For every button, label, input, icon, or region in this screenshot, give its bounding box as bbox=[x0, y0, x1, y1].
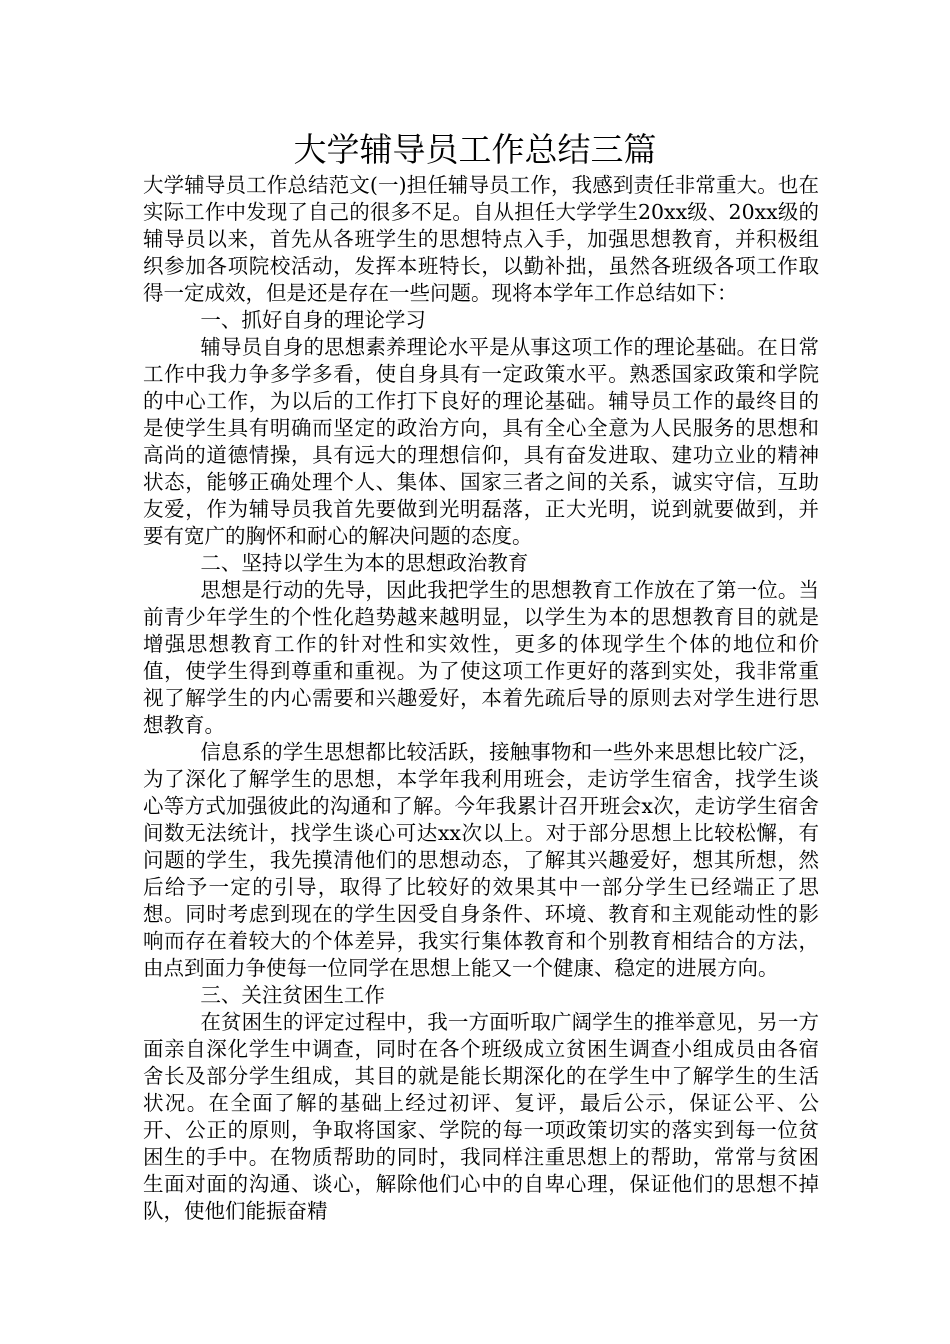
paragraph-communication: 信息系的学生思想都比较活跃，接触事物和一些外来思想比较广泛，为了深化了解学生的思想，本学年我利用班会，走访学生宿舍，找学生谈心等方式加强彼此的沟通和了解。今年我累计召开班会x次，走访学生宿舍间数无法统计，找学生谈心可达xx次以上。对于部分思想上比较松懈，有问题的学生，我先摸清他们的思想动态，了解其兴趣爱好，想其所想，然后给予一定的引导，取得了比较好的效果其中一部分学生已经端正了思想。同时考虑到现在的学生因受自身条件、环境、教育和主观能动性的影响而存在着较大的个体差异，我实行集体教育和个别教育相结合的方法，由点到面力争使每一位同学在思想上能又一个健康、稳定的进展方向。 bbox=[143, 740, 819, 980]
section-heading-3: 三、关注贫困生工作 bbox=[200, 983, 385, 1007]
paragraph-student-oriented: 思想是行动的先导，因此我把学生的思想教育工作放在了第一位。当前青少年学生的个性化趋势越来越明显，以学生为本的思想教育目的就是增强思想教育工作的针对性和实效性，更多的体现学生个体的地位和价值，使学生得到尊重和重视。为了使这项工作更好的落到实处，我非常重视了解学生的内心需要和兴趣爱好，本着先疏后导的原则去对学生进行思想教育。 bbox=[143, 578, 819, 737]
document-body bbox=[143, 172, 819, 1225]
section-heading-2: 二、坚持以学生为本的思想政治教育 bbox=[200, 551, 529, 575]
section-heading-1: 一、抓好自身的理论学习 bbox=[200, 308, 426, 332]
document-title: 大学辅导员工作总结三篇 bbox=[293, 130, 657, 169]
paragraph-theory-study: 辅导员自身的思想素养理论水平是从事这项工作的理论基础。在日常工作中我力争多学多看，使自身具有一定政策水平。熟悉国家政策和学院的中心工作，为以后的工作打下良好的理论基础。辅导员工作的最终目的是使学生具有明确而坚定的政治方向，具有全心全意为人民服务的思想和高尚的道德情操，具有远大的理想信仰，具有奋发进取、建功立业的精神状态，能够正确处理个人、集体、国家三者之间的关系，诚实守信，互助友爱，作为辅导员我首先要做到光明磊落，正大光明，说到就要做到，并要有宽广的胸怀和耐心的解决问题的态度。 bbox=[143, 335, 819, 548]
paragraph-intro: 大学辅导员工作总结范文(一)担任辅导员工作，我感到责任非常重大。也在实际工作中发现了自己的很多不足。自从担任大学学生20xx级、20xx级的辅导员以来，首先从各班学生的思想特点入手，加强思想教育，并积极组织参加各项院校活动，发挥本班特长，以勤补拙，虽然各班级各项工作取得一定成效，但是还是存在一些问题。现将本学年工作总结如下： bbox=[143, 173, 819, 305]
paragraph-poor-students: 在贫困生的评定过程中，我一方面听取广阔学生的推举意见，另一方面亲自深化学生中调查，同时在各个班级成立贫困生调查小组成员由各宿舍长及部分学生组成，其目的就是能长期深化的在学生中了解学生的生活状况。在全面了解的基础上经过初评、复评，最后公示，保证公平、公开、公正的原则，争取将国家、学院的每一项政策切实的落实到每一位贫困生的手中。在物质帮助的同时，我同样注重思想上的帮助，常常与贫困生面对面的沟通、谈心，解除他们心中的自卑心理，保证他们的思想不掉队，使他们能振奋精 bbox=[143, 1010, 819, 1223]
